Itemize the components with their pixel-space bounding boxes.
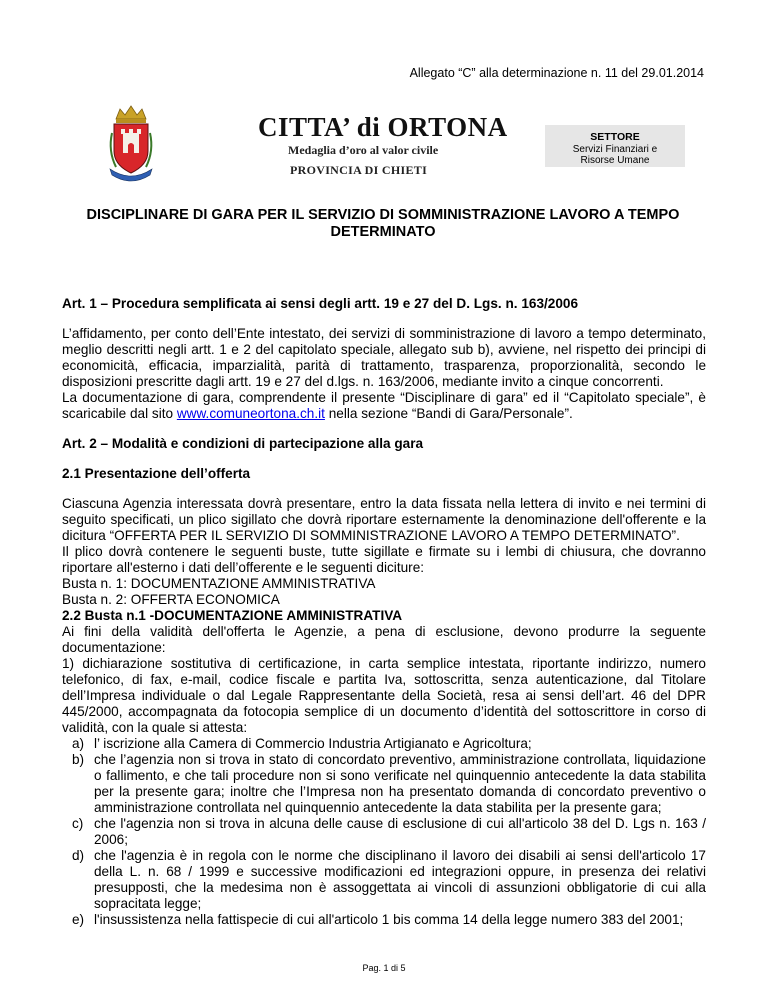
requirements-list (62, 736, 706, 928)
list-item-text: che l’agenzia non si trova in stato di concordato preventivo, amministrazione controllata, liquidazione o fallimento, e che tali procedure non si sono verificate nel quinquennio antecedente la data stabilita per la presente gara; inoltre che l’Impresa non ha presentato domanda di concordato preventivo o amministrazione controllata nel quinquennio antecedente la data stabilita per la presente gara; (94, 752, 706, 815)
list-item-label: a) (72, 736, 85, 751)
art1-heading: Art. 1 – Procedura semplificata ai sensi degli artt. 19 e 27 del D. Lgs. n. 163/2006 (62, 296, 579, 311)
settore-line-1: Servizi Finanziari e (572, 144, 658, 155)
medal-subtitle: Medaglia d’oro al valor civile (288, 143, 439, 157)
section-2-2-heading: 2.2 Busta n.1 -DOCUMENTAZIONE AMMINISTRATIVA (62, 608, 403, 623)
list-item (72, 848, 706, 912)
list-item-text: che l'agenzia è in regola con le norme che disciplinano il lavoro dei disabili ai sensi dell'articolo 17 della L. n. 68 / 1999 e successive modificazioni ed integrazioni oppure, in presenza dei relativi presupposti, che la medesima non è assoggettata ai vincoli di assunzioni obbligatorie di cui alla sopracitata legge; (94, 848, 706, 911)
art1-paragraph-2 (62, 390, 706, 422)
busta-2-line: Busta n. 2: OFFERTA ECONOMICA (62, 592, 280, 607)
art1-paragraph-1: L’affidamento, per conto dell’Ente intestato, dei servizi di somministrazione di lavoro a tempo determinato, meglio descritti negli artt. 1 e 2 del capitolato speciale, allegato sub b), avviene, nel rispetto dei principi di economicità, efficacia, imparzialità, parità di trattamento, trasparenza, proporzionalità, secondo le disposizioni prescritte dagli artt. 19 e 27 del d.lgs. n. 163/2006, mediante invito a cinque concorrenti. (62, 326, 706, 389)
section-2-2-paragraph-1: Ai fini della validità dell'offerta le Agenzie, a pena di esclusione, devono produrre la seguente documentazione: (62, 624, 706, 655)
list-item (72, 912, 706, 928)
settore-line-2: Risorse Umane (580, 155, 650, 166)
list-item-label: b) (72, 752, 85, 767)
list-item (72, 816, 706, 848)
allegato-reference: Allegato “C” alla determinazione n. 11 del 29.01.2014 (409, 66, 704, 80)
website-link[interactable]: www.comuneortona.ch.it (176, 406, 325, 421)
document-body (62, 296, 706, 928)
page-number: Pag. 1 di 5 (362, 963, 406, 973)
province-label: PROVINCIA DI CHIETI (290, 163, 428, 177)
section-2-2-paragraph-2: 1) dichiarazione sostitutiva di certificazione, in carta semplice intestata, riportante indirizzo, numero telefonico, di fax, e-mail, codice fiscale e partita Iva, sottoscritta, senza autenticazione, dal Titolare dell’Impresa individuale o dal Legale Rappresentante della Società, resa ai sensi dell’art. 46 del DPR 445/2000, accompagnata da fotocopia semplice di un documento d’identità del sottoscrittore in corso di validità, con la quale si attesta: (62, 656, 706, 735)
document-title (62, 207, 704, 241)
list-item-text: l'insussistenza nella fattispecie di cui all'articolo 1 bis comma 14 della legge numero 383 del 2001; (94, 912, 684, 927)
list-item (72, 752, 706, 816)
document-title-line-2: DETERMINATO (330, 224, 436, 240)
document-title-line-1: DISCIPLINARE DI GARA PER IL SERVIZIO DI SOMMINISTRAZIONE LAVORO A TEMPO (86, 207, 680, 223)
art1-p2-before: La documentazione di gara, comprendente il presente “Disciplinare di gara” ed il “Capitolato speciale”, è scaricabile dal sito (62, 390, 706, 421)
section-2-1-heading: 2.1 Presentazione dell’offerta (62, 466, 251, 481)
city-crest-icon (106, 103, 156, 183)
list-item-label: d) (72, 848, 85, 863)
art2-heading: Art. 2 – Modalità e condizioni di partecipazione alla gara (62, 436, 424, 451)
list-item-label: e) (72, 912, 85, 927)
list-item (72, 736, 706, 752)
busta-1-line: Busta n. 1: DOCUMENTAZIONE AMMINISTRATIVA (62, 576, 376, 591)
city-title: CITTA’ di ORTONA (258, 112, 508, 142)
settore-label: SETTORE (590, 131, 640, 143)
section-2-1-paragraph-2: Il plico dovrà contenere le seguenti buste, tutte sigillate e firmate su i lembi di chiusura, che dovranno riportare all'esterno i dati dell’offerente e le seguenti diciture: (62, 544, 706, 575)
list-item-text: che l'agenzia non si trova in alcuna delle cause di esclusione di cui all'articolo 38 del D. Lgs n. 163 / 2006; (94, 816, 706, 847)
list-item-label: c) (72, 816, 84, 831)
list-item-text: l’ iscrizione alla Camera di Commercio Industria Artigianato e Agricoltura; (94, 736, 532, 751)
section-2-1-paragraph-1: Ciascuna Agenzia interessata dovrà presentare, entro la data fissata nella lettera di invito e nei termini di seguito specificati, un plico sigillato che dovrà riportare esternamente la denominazione dell'offerente e la dicitura “OFFERTA PER IL SERVIZIO DI SOMMINISTRAZIONE LAVORO A TEMPO DETERMINATO”. (62, 496, 706, 543)
settore-box (545, 125, 685, 167)
art1-p2-after: nella sezione “Bandi di Gara/Personale”. (324, 406, 573, 421)
